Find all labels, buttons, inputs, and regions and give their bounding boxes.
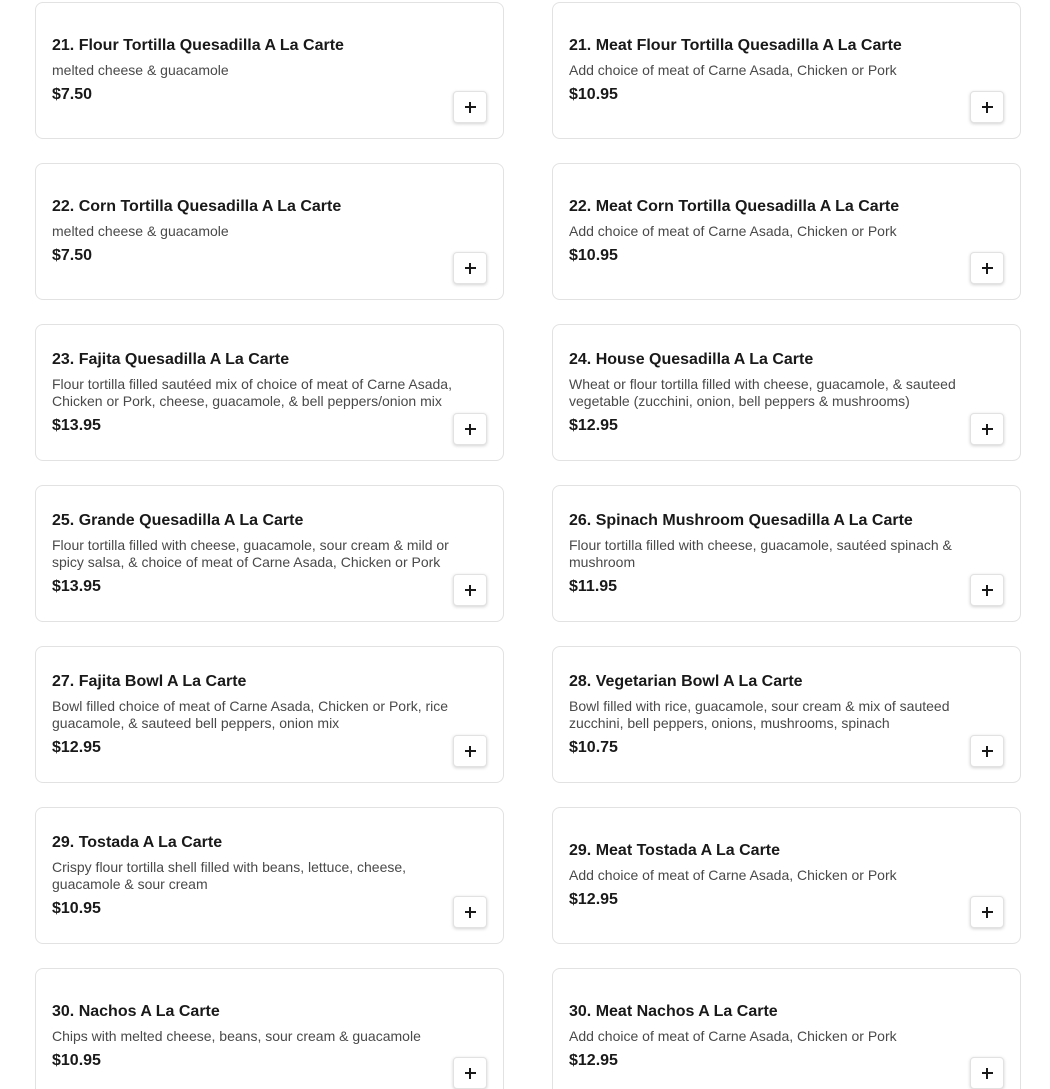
menu-item-name: 21. Meat Flour Tortilla Quesadilla A La Carte [569,37,902,54]
menu-item-card[interactable] [35,2,504,139]
plus-icon [982,424,993,435]
plus-icon [465,263,476,274]
add-to-cart-button[interactable] [453,896,487,928]
add-to-cart-button[interactable] [453,252,487,284]
menu-item-price: $12.95 [569,891,618,908]
menu-item-price: $12.95 [52,738,101,756]
menu-item-description: Add choice of meat of Carne Asada, Chicken or Pork [569,867,897,883]
menu-item-card[interactable] [35,968,504,1089]
menu-item-price: $10.75 [569,738,618,756]
menu-item-content [569,647,980,782]
menu-item-price: $12.95 [569,1052,618,1069]
menu-item-description: Flour tortilla filled with cheese, guacamole, sautéed spinach & mushroom [569,536,952,570]
menu-item-price: $10.95 [52,1052,101,1069]
menu-item-price: $10.95 [569,247,618,264]
add-to-cart-button[interactable] [453,574,487,606]
menu-item-name: 30. Meat Nachos A La Carte [569,1003,778,1020]
menu-item-price: $10.95 [569,86,618,103]
menu-item-price: $13.95 [52,416,101,434]
menu-item-content [52,325,463,460]
menu-item-name: 26. Spinach Mushroom Quesadilla A La Carte [569,511,913,529]
menu-item-description: Flour tortilla filled with cheese, guacamole, sour cream & mild or spicy salsa, & choice of meat of Carne Asada, Chicken or Pork [52,536,449,570]
plus-icon [465,907,476,918]
plus-icon [982,263,993,274]
menu-item-card[interactable] [552,646,1021,783]
add-to-cart-button[interactable] [453,91,487,123]
menu-item-content [52,486,463,621]
menu-item-card[interactable] [552,968,1021,1089]
menu-item-content [52,647,463,782]
menu-item-content [569,325,980,460]
plus-icon [982,907,993,918]
menu-item-price: $13.95 [52,577,101,595]
menu-item-name: 21. Flour Tortilla Quesadilla A La Carte [52,37,344,54]
menu-item-description: melted cheese & guacamole [52,62,229,78]
plus-icon [982,585,993,596]
menu-item-card[interactable] [35,324,504,461]
menu-item-name: 28. Vegetarian Bowl A La Carte [569,672,803,690]
add-to-cart-button[interactable] [970,896,1004,928]
menu-item-name: 30. Nachos A La Carte [52,1003,220,1020]
menu-item-card[interactable] [35,646,504,783]
plus-icon [465,424,476,435]
menu-item-card[interactable] [552,807,1021,944]
menu-item-name: 27. Fajita Bowl A La Carte [52,672,247,690]
menu-item-content [52,164,463,299]
add-to-cart-button[interactable] [970,735,1004,767]
menu-item-content [52,969,463,1089]
menu-item-name: 22. Meat Corn Tortilla Quesadilla A La Carte [569,198,900,215]
menu-item-description: Crispy flour tortilla shell filled with beans, lettuce, cheese, guacamole & sour cream [52,858,407,892]
menu-item-card[interactable] [552,163,1021,300]
menu-item-description: Add choice of meat of Carne Asada, Chicken or Pork [569,223,897,239]
menu-item-description: Chips with melted cheese, beans, sour cream & guacamole [52,1028,421,1044]
menu-item-price: $7.50 [52,247,93,264]
menu-item-card[interactable] [35,807,504,944]
menu-item-card[interactable] [552,485,1021,622]
add-to-cart-button[interactable] [970,1057,1004,1089]
menu-item-price: $12.95 [569,416,618,434]
plus-icon [465,102,476,113]
add-to-cart-button[interactable] [970,252,1004,284]
menu-item-name: 25. Grande Quesadilla A La Carte [52,511,304,529]
plus-icon [982,1068,993,1079]
menu-item-content [52,808,463,943]
menu-item-name: 22. Corn Tortilla Quesadilla A La Carte [52,198,342,215]
menu-item-name: 23. Fajita Quesadilla A La Carte [52,350,290,368]
add-to-cart-button[interactable] [453,735,487,767]
menu-item-content [569,164,980,299]
menu-item-card[interactable] [35,485,504,622]
menu-item-price: $10.95 [52,899,101,917]
menu-item-price: $11.95 [569,577,618,595]
menu-item-content [569,486,980,621]
menu-item-content [569,969,980,1089]
menu-item-name: 29. Meat Tostada A La Carte [569,842,781,859]
plus-icon [465,746,476,757]
plus-icon [465,585,476,596]
menu-item-price: $7.50 [52,86,93,103]
plus-icon [465,1068,476,1079]
menu-item-card[interactable] [552,324,1021,461]
plus-icon [982,102,993,113]
menu-item-description: Add choice of meat of Carne Asada, Chicken or Pork [569,1028,897,1044]
plus-icon [982,746,993,757]
menu-item-content [52,3,463,138]
menu-item-name: 29. Tostada A La Carte [52,833,223,851]
add-to-cart-button[interactable] [970,413,1004,445]
menu-item-description: Bowl filled choice of meat of Carne Asada, Chicken or Pork, rice guacamole, & sauteed bell peppers, onion mix [52,697,449,731]
menu-item-description: melted cheese & guacamole [52,223,229,239]
menu-item-description: Add choice of meat of Carne Asada, Chicken or Pork [569,62,897,78]
add-to-cart-button[interactable] [453,1057,487,1089]
menu-item-description: Bowl filled with rice, guacamole, sour cream & mix of sauteed zucchini, bell peppers, onions, mushrooms, spinach [569,697,950,731]
menu-item-content [569,808,980,943]
add-to-cart-button[interactable] [970,574,1004,606]
menu-item-name: 24. House Quesadilla A La Carte [569,350,814,368]
add-to-cart-button[interactable] [970,91,1004,123]
menu-item-content [569,3,980,138]
menu-item-description: Flour tortilla filled sautéed mix of choice of meat of Carne Asada, Chicken or Pork, cheese, guacamole, & bell peppers/onion mix [52,375,452,409]
menu-item-description: Wheat or flour tortilla filled with cheese, guacamole, & sauteed vegetable (zucchini, onion, bell peppers & mushrooms) [569,375,956,409]
menu-item-card[interactable] [35,163,504,300]
add-to-cart-button[interactable] [453,413,487,445]
menu-item-card[interactable] [552,2,1021,139]
